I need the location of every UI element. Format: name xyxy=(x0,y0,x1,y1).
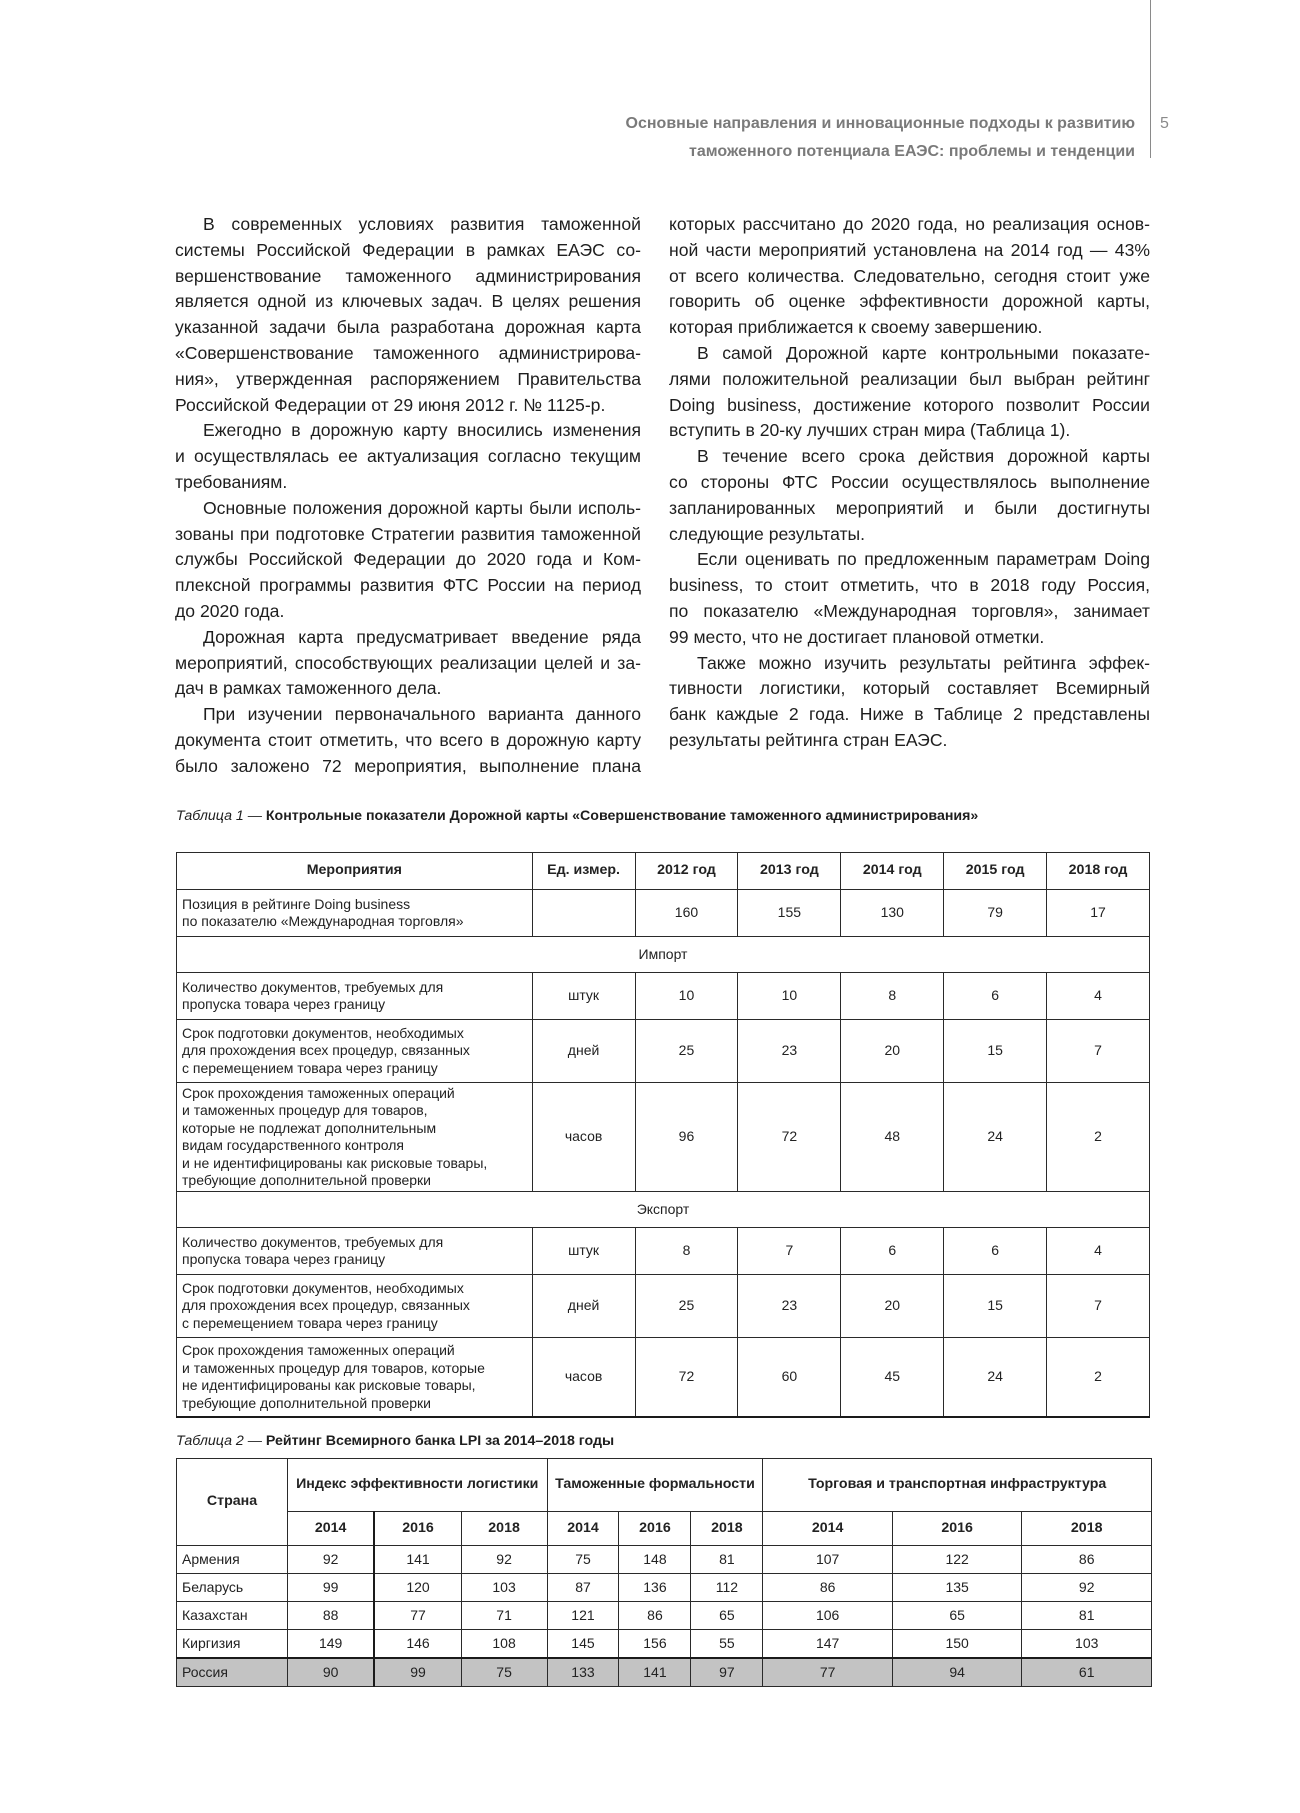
table1-activity-line: и таможенных процедур для товаров, которые xyxy=(182,1359,485,1376)
table1-activity-line: с перемещением товара через границу xyxy=(182,1059,438,1076)
table1-header-cell: 2015 год xyxy=(944,853,1047,890)
table2-year-header: 2014 xyxy=(288,1512,375,1546)
table1-activity-line: Позиция в рейтинге Doing business xyxy=(182,895,411,912)
table2-value-cell: 87 xyxy=(547,1574,619,1602)
body-text-line: В современных условиях развития таможенной xyxy=(203,214,641,234)
table1-activity-line: для прохождения всех процедур, связанных xyxy=(182,1042,470,1059)
table1-unit-cell: штук xyxy=(532,1228,635,1275)
body-text-line: В самой Дорожной карте контрольными показате- xyxy=(697,342,1150,363)
table1-value-cell: 4 xyxy=(1047,973,1150,1020)
table1-row xyxy=(177,1083,1150,1192)
table1-header-cell: 2014 год xyxy=(841,853,944,890)
table2-value-cell: 90 xyxy=(288,1658,375,1687)
table1-activity-line: и не идентифицированы как рисковые товары, xyxy=(182,1154,488,1171)
table2-value-cell: 141 xyxy=(619,1658,691,1687)
table1-value-cell: 24 xyxy=(944,1338,1047,1418)
table2-value-cell: 150 xyxy=(892,1630,1022,1659)
body-text-line: запланированных мероприятий и были достигнуты xyxy=(669,497,1150,518)
body-text-line: службы Российской Федерации до 2020 года и Ком- xyxy=(175,549,641,570)
table1-row xyxy=(177,1275,1150,1338)
table2-value-cell: 135 xyxy=(892,1574,1022,1602)
table1-value-cell: 2 xyxy=(1047,1083,1150,1192)
table2-value-cell: 148 xyxy=(619,1546,691,1574)
table2-value-cell: 106 xyxy=(763,1602,893,1630)
table2-value-cell: 149 xyxy=(288,1630,375,1659)
table1-unit-cell: штук xyxy=(532,973,635,1020)
running-header-line2: таможенного потенциала ЕАЭС: проблемы и тенденции xyxy=(689,143,1135,160)
table1-value-cell: 4 xyxy=(1047,1228,1150,1275)
table1-activity-line: по показателю «Международная торговля» xyxy=(182,913,464,929)
table2-value-cell: 71 xyxy=(461,1602,547,1630)
body-text-line: лями положительной реализации был выбран рейтинг xyxy=(669,368,1150,389)
table2-value-cell: 156 xyxy=(619,1630,691,1659)
table1-value-cell: 8 xyxy=(841,973,944,1020)
table1-value-cell: 130 xyxy=(841,890,944,937)
table1-activity-line: Срок подготовки документов, необходимых xyxy=(182,1279,464,1296)
body-text-line: от всего количества. Следовательно, сегодня стоит уже xyxy=(669,265,1150,286)
body-text-line: В течение всего срока действия дорожной карты xyxy=(697,446,1150,467)
body-text-line: является одной из ключевых задач. В целях решения xyxy=(175,291,641,312)
table1-section-row xyxy=(177,1192,1150,1228)
table1-activity-line: и таможенных процедур для товаров, xyxy=(182,1102,428,1118)
table1-value-cell: 7 xyxy=(1047,1020,1150,1083)
table1-activity-cell xyxy=(177,973,533,1020)
body-text-line: которых рассчитано до 2020 года, но реализация основ- xyxy=(669,214,1150,234)
table1-row xyxy=(177,1020,1150,1083)
body-text-line: вступить в 20-ку лучших стран мира (Таблица 1). xyxy=(669,420,1071,441)
table2-value-cell: 92 xyxy=(1022,1574,1152,1602)
table2-group-header: Таможенные формальности xyxy=(547,1459,763,1512)
table1-header-cell: 2013 год xyxy=(738,853,841,890)
body-text-line: системы Российской Федерации в рамках ЕАЭС со- xyxy=(175,239,641,260)
table1-activity-line: Количество документов, требуемых для xyxy=(182,1233,444,1250)
table1-activity-cell xyxy=(177,890,533,937)
table1-header-cell: Мероприятия xyxy=(177,853,533,890)
body-text-line: требованиям. xyxy=(175,471,288,492)
table2-value-cell: 97 xyxy=(691,1658,763,1687)
table1-section-row xyxy=(177,937,1150,973)
table1-unit-cell: часов xyxy=(532,1338,635,1418)
body-text-line: говорить об оценке эффективности дорожной карты, xyxy=(669,291,1150,312)
body-text-line: Российской Федерации от 29 июня 2012 г. № 1125-р. xyxy=(175,394,606,415)
table2-country-cell: Армения xyxy=(177,1546,288,1574)
body-text-line: «Совершенствование таможенного администрирова- xyxy=(175,342,641,363)
body-right-column xyxy=(669,212,1150,754)
body-text-line: которая приближается к своему завершению. xyxy=(669,317,1043,338)
page-number: 5 xyxy=(1160,115,1169,132)
table2-row xyxy=(177,1546,1152,1574)
body-text-line: мероприятий, способствующих реализации целей и за- xyxy=(175,652,641,673)
table2-caption-label: Таблица 2 — xyxy=(176,1433,262,1449)
table1-value-cell: 8 xyxy=(635,1228,738,1275)
table1-value-cell: 7 xyxy=(738,1228,841,1275)
table2-value-cell: 121 xyxy=(547,1602,619,1630)
body-text-line: Также можно изучить результаты рейтинга эффек- xyxy=(697,652,1150,673)
table1-value-cell: 10 xyxy=(635,973,738,1020)
body-text-line: результаты рейтинга стран ЕАЭС. xyxy=(669,729,948,750)
table2-value-cell: 103 xyxy=(461,1574,547,1602)
table2-year-header: 2014 xyxy=(763,1512,893,1546)
body-text-line: по показателю «Международная торговля», занимает xyxy=(669,600,1150,621)
table1-activity-cell xyxy=(177,1338,533,1418)
table1-value-cell: 10 xyxy=(738,973,841,1020)
table1-value-cell: 72 xyxy=(738,1083,841,1192)
table2-value-cell: 86 xyxy=(619,1602,691,1630)
table1-activity-cell xyxy=(177,1275,533,1338)
body-text-line: Ежегодно в дорожную карту вносились изменения xyxy=(203,420,641,441)
table1-value-cell: 60 xyxy=(738,1338,841,1418)
body-text-line: ной части мероприятий установлена на 2014 год — 43% xyxy=(669,239,1150,260)
table2-row xyxy=(177,1630,1152,1659)
body-text-line: Doing business, достижение которого позволит России xyxy=(669,394,1150,415)
table1-value-cell: 25 xyxy=(635,1275,738,1338)
table1-caption-title: Контрольные показатели Дорожной карты «Совершенствование таможенного администрирования» xyxy=(265,808,979,824)
table1-activity-line: требующие дополнительной проверки xyxy=(182,1394,432,1411)
table2-value-cell: 75 xyxy=(547,1546,619,1574)
table2-value-cell: 136 xyxy=(619,1574,691,1602)
body-text-line: тивности логистики, который составляет Всемирный xyxy=(669,678,1150,699)
table2-value-cell: 99 xyxy=(374,1658,461,1687)
table1-activity-line: требующие дополнительной проверки xyxy=(182,1172,432,1188)
body-text-line: банк каждые 2 года. Ниже в Таблице 2 представлены xyxy=(669,704,1150,725)
table2-caption-title: Рейтинг Всемирного банка LPI за 2014–2018 годы xyxy=(265,1433,615,1449)
body-text-line: business, то стоит отметить, что в 2018 году Россия, xyxy=(669,575,1150,596)
table1-activity-cell xyxy=(177,1228,533,1275)
table1-row xyxy=(177,1228,1150,1275)
table1-value-cell: 160 xyxy=(635,890,738,937)
table2-value-cell: 65 xyxy=(691,1602,763,1630)
body-text-line: Основные положения дорожной карты были исполь- xyxy=(203,497,641,518)
table2-value-cell: 146 xyxy=(374,1630,461,1659)
table2-row xyxy=(177,1658,1152,1687)
table2-value-cell: 99 xyxy=(288,1574,375,1602)
body-text-line: При изучении первоначального варианта данного xyxy=(203,704,641,725)
table1-activity-line: не идентифицированы как рисковые товары, xyxy=(182,1377,476,1393)
table2-value-cell: 86 xyxy=(763,1574,893,1602)
table1-header-cell: 2018 год xyxy=(1047,853,1150,890)
table1-section-label: Импорт xyxy=(177,937,1150,973)
table2-value-cell: 103 xyxy=(1022,1630,1152,1659)
table1-activity-line: Срок подготовки документов, необходимых xyxy=(182,1024,464,1041)
table1-value-cell: 45 xyxy=(841,1338,944,1418)
body-text-line: зованы при подготовке Стратегии развития таможенной xyxy=(175,523,641,544)
table2-row xyxy=(177,1602,1152,1630)
table1-row xyxy=(177,1338,1150,1418)
table2-value-cell: 65 xyxy=(892,1602,1022,1630)
table2-value-cell: 81 xyxy=(1022,1602,1152,1630)
table1-activity-cell xyxy=(177,1083,533,1192)
table1-row xyxy=(177,973,1150,1020)
table2-year-header: 2014 xyxy=(547,1512,619,1546)
table1-activity-line: пропуска товара через границу xyxy=(182,1251,386,1267)
table1-activity-cell xyxy=(177,1020,533,1083)
table2-year-header: 2016 xyxy=(374,1512,461,1546)
table1-value-cell: 6 xyxy=(841,1228,944,1275)
body-text-line: и осуществлялась ее актуализация согласно текущим xyxy=(175,446,641,467)
table2-value-cell: 77 xyxy=(374,1602,461,1630)
table2-value-cell: 75 xyxy=(461,1658,547,1687)
table1-value-cell: 17 xyxy=(1047,890,1150,937)
table2-row xyxy=(177,1574,1152,1602)
table2-year-header: 2018 xyxy=(461,1512,547,1546)
body-text-line: плексной программы развития ФТС России на период xyxy=(175,575,641,596)
table1-value-cell: 23 xyxy=(738,1020,841,1083)
running-header xyxy=(626,110,1135,166)
table2-group-header: Торговая и транспортная инфраструктура xyxy=(763,1459,1152,1512)
table1-value-cell: 20 xyxy=(841,1020,944,1083)
table2-value-cell: 92 xyxy=(461,1546,547,1574)
table1-activity-line: Срок прохождения таможенных операций xyxy=(182,1084,455,1101)
table2-country-cell: Беларусь xyxy=(177,1574,288,1602)
table2-value-cell: 61 xyxy=(1022,1658,1152,1687)
table2-value-cell: 81 xyxy=(691,1546,763,1574)
table1-value-cell: 15 xyxy=(944,1275,1047,1338)
table2-country-cell: Казахстан xyxy=(177,1602,288,1630)
table2-value-cell: 122 xyxy=(892,1546,1022,1574)
body-text-line: со стороны ФТС России осуществлялось выполнение xyxy=(669,471,1150,492)
table1-value-cell: 24 xyxy=(944,1083,1047,1192)
table1-unit-cell: часов xyxy=(532,1083,635,1192)
table1-activity-line: видам государственного контроля xyxy=(182,1137,405,1153)
table1-value-cell: 20 xyxy=(841,1275,944,1338)
table2-value-cell: 141 xyxy=(374,1546,461,1574)
table1-value-cell: 96 xyxy=(635,1083,738,1192)
table1-header-cell: 2012 год xyxy=(635,853,738,890)
table1-unit-cell: дней xyxy=(532,1275,635,1338)
table2-year-header: 2018 xyxy=(1022,1512,1152,1546)
table2-group-header-row xyxy=(177,1459,1152,1512)
table1-unit-cell: дней xyxy=(532,1020,635,1083)
table1-section-label: Экспорт xyxy=(177,1192,1150,1228)
table1-header-row xyxy=(177,853,1150,890)
body-text-line: дач в рамках таможенного дела. xyxy=(175,678,442,699)
body-text-line: Дорожная карта предусматривает введение ряда xyxy=(203,626,641,647)
table2-value-cell: 133 xyxy=(547,1658,619,1687)
table1-value-cell: 72 xyxy=(635,1338,738,1418)
table1-activity-line: Количество документов, требуемых для xyxy=(182,978,444,995)
table1-activity-line: для прохождения всех процедур, связанных xyxy=(182,1297,470,1314)
table1-value-cell: 25 xyxy=(635,1020,738,1083)
table1-value-cell: 7 xyxy=(1047,1275,1150,1338)
body-text-line: 99 место, что не достигает плановой отметки. xyxy=(669,626,1045,647)
body-text-line: указанной задачи была разработана дорожная карта xyxy=(175,317,641,338)
table2-value-cell: 145 xyxy=(547,1630,619,1659)
table2-group-header: Индекс эффективности логистики xyxy=(288,1459,548,1512)
body-text-line: до 2020 года. xyxy=(175,600,285,621)
table2-year-header: 2016 xyxy=(892,1512,1022,1546)
table2-value-cell: 88 xyxy=(288,1602,375,1630)
table1-value-cell: 6 xyxy=(944,1228,1047,1275)
table1-value-cell: 23 xyxy=(738,1275,841,1338)
table2-value-cell: 55 xyxy=(691,1630,763,1659)
table1-value-cell: 6 xyxy=(944,973,1047,1020)
table2-caption xyxy=(176,1433,614,1449)
table1-value-cell: 15 xyxy=(944,1020,1047,1083)
table2-value-cell: 107 xyxy=(763,1546,893,1574)
body-text-line: ния», утвержденная распоряжением Правительства xyxy=(175,368,641,389)
table1-caption xyxy=(176,808,978,824)
table2-value-cell: 92 xyxy=(288,1546,375,1574)
table1-header-cell: Ед. измер. xyxy=(532,853,635,890)
body-text-line: следующие результаты. xyxy=(669,523,866,544)
table2-value-cell: 94 xyxy=(892,1658,1022,1687)
table1-activity-line: с перемещением товара через границу xyxy=(182,1314,438,1331)
table2-year-header-row xyxy=(177,1512,1152,1546)
table1-caption-label: Таблица 1 — xyxy=(176,808,262,824)
table2-country-cell: Киргизия xyxy=(177,1630,288,1659)
table1-value-cell: 155 xyxy=(738,890,841,937)
header-divider xyxy=(1150,0,1151,158)
table2-value-cell: 86 xyxy=(1022,1546,1152,1574)
body-left-column xyxy=(175,212,641,780)
table2-country-cell: Россия xyxy=(177,1658,288,1687)
table2-value-cell: 120 xyxy=(374,1574,461,1602)
body-text-line: было заложено 72 мероприятия, выполнение плана xyxy=(175,755,641,776)
table1-value-cell: 79 xyxy=(944,890,1047,937)
table1-activity-line: пропуска товара через границу xyxy=(182,996,386,1012)
table1 xyxy=(176,852,1150,1418)
table2-value-cell: 112 xyxy=(691,1574,763,1602)
body-text-line: вершенствование таможенного администрирования xyxy=(175,265,641,286)
table1-activity-line: Срок прохождения таможенных операций xyxy=(182,1342,455,1358)
body-text-line: документа стоит отметить, что всего в дорожную карту xyxy=(175,729,641,750)
table2-value-cell: 147 xyxy=(763,1630,893,1659)
table2 xyxy=(176,1458,1152,1687)
table1-row xyxy=(177,890,1150,937)
table2-value-cell: 77 xyxy=(763,1658,893,1687)
table1-unit-cell xyxy=(532,890,635,937)
table2-year-header: 2018 xyxy=(691,1512,763,1546)
table1-value-cell: 2 xyxy=(1047,1338,1150,1418)
table2-country-header: Страна xyxy=(177,1459,288,1546)
table2-year-header: 2016 xyxy=(619,1512,691,1546)
running-header-line1: Основные направления и инновационные подходы к развитию xyxy=(625,115,1135,132)
table1-value-cell: 48 xyxy=(841,1083,944,1192)
table2-value-cell: 108 xyxy=(461,1630,547,1659)
body-text-line: Если оценивать по предложенным параметрам Doing xyxy=(697,549,1150,570)
table1-activity-line: которые не подлежат дополнительным xyxy=(182,1119,437,1136)
